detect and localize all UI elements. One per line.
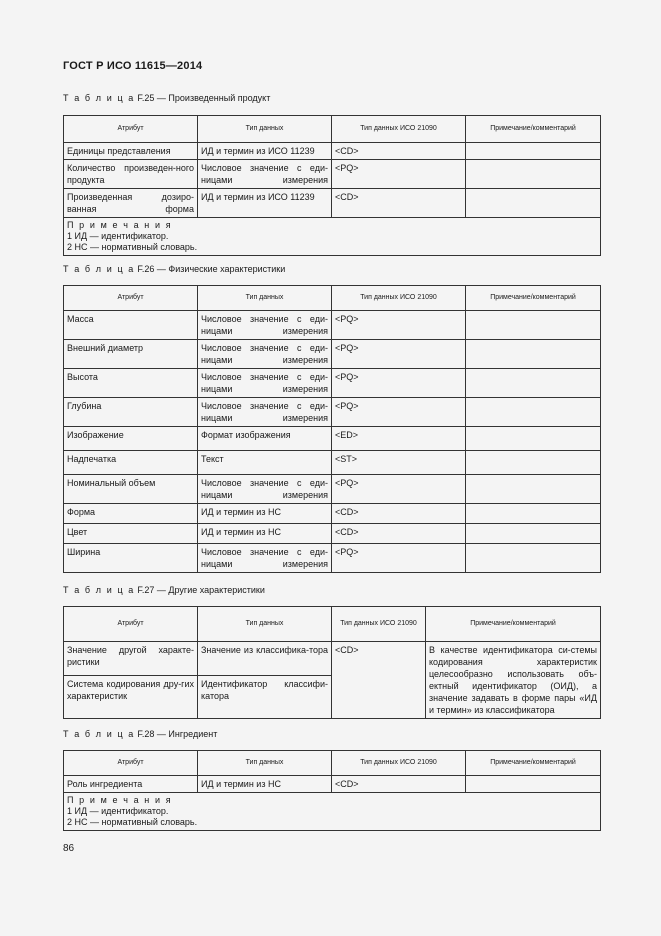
- table-row: [64, 544, 601, 573]
- column-header: Тип данных ИСО 21090: [332, 751, 466, 776]
- cell-iso-type: <CD>: [332, 143, 466, 160]
- cell-data-type: Идентификатор классифи-катора: [198, 676, 332, 719]
- table-notes: [64, 793, 601, 831]
- table-f26-caption: [63, 264, 285, 274]
- table-notes-row: [64, 793, 601, 831]
- table-row: [64, 524, 601, 544]
- cell-attribute: Номинальный объем: [64, 475, 198, 504]
- table-title: F.26 — Физические характеристики: [137, 264, 286, 274]
- cell-attribute: Глубина: [64, 398, 198, 427]
- cell-iso-type: <CD>: [332, 524, 466, 544]
- column-header: Атрибут: [64, 607, 198, 642]
- page-number: 86: [63, 843, 75, 854]
- cell-note: [466, 189, 601, 218]
- cell-attribute: Внешний диаметр: [64, 340, 198, 369]
- notes-heading: П р и м е ч а н и я: [67, 220, 173, 230]
- document-title: ГОСТ Р ИСО 11615—2014: [63, 60, 203, 72]
- table-label: Т а б л и ц а: [63, 264, 135, 274]
- table-f28: [63, 750, 601, 831]
- table-label: Т а б л и ц а: [63, 729, 135, 739]
- table-f27: [63, 606, 601, 719]
- cell-data-type: ИД и термин из ИСО 11239: [198, 189, 332, 218]
- column-header: Тип данных ИСО 21090: [332, 116, 466, 143]
- cell-note-merged: В качестве идентификатора си-стемы кодирования характеристик целесообразно использовать объ-ектный идентификатор (ОИД), а значение задавать в форме пары «ИД и термин» из классификатора: [426, 642, 601, 719]
- column-header: Примечание/комментарий: [426, 607, 601, 642]
- column-header: Тип данных: [198, 286, 332, 311]
- cell-iso-type: <CD>: [332, 642, 426, 719]
- cell-iso-type: <CD>: [332, 776, 466, 793]
- cell-note: [466, 504, 601, 524]
- table-row: [64, 369, 601, 398]
- table-notes-row: [64, 218, 601, 256]
- table-row: [64, 189, 601, 218]
- column-header: Атрибут: [64, 116, 198, 143]
- table-f25-caption: [63, 93, 270, 103]
- cell-data-type: Текст: [198, 451, 332, 475]
- cell-note: [466, 776, 601, 793]
- table-row: [64, 776, 601, 793]
- table-row: [64, 451, 601, 475]
- column-header: Тип данных: [198, 116, 332, 143]
- table-notes: [64, 218, 601, 256]
- cell-data-type: Числовое значение с еди-ницами измерения: [198, 369, 332, 398]
- column-header: Примечание/комментарий: [466, 286, 601, 311]
- cell-data-type: ИД и термин из НС: [198, 524, 332, 544]
- cell-attribute: Количество произведен-ного продукта: [64, 160, 198, 189]
- cell-data-type: Числовое значение с еди-ницами измерения: [198, 311, 332, 340]
- cell-note: [466, 143, 601, 160]
- cell-data-type: ИД и термин из НС: [198, 504, 332, 524]
- table-title: F.25 — Произведенный продукт: [137, 93, 271, 103]
- cell-iso-type: <PQ>: [332, 475, 466, 504]
- cell-data-type: ИД и термин из НС: [198, 776, 332, 793]
- note-line: 1 ИД — идентификатор.: [67, 806, 169, 816]
- cell-note: [466, 340, 601, 369]
- cell-iso-type: <CD>: [332, 504, 466, 524]
- cell-iso-type: <PQ>: [332, 160, 466, 189]
- table-row: [64, 427, 601, 451]
- cell-iso-type: <PQ>: [332, 369, 466, 398]
- cell-attribute: Форма: [64, 504, 198, 524]
- cell-note: [466, 544, 601, 573]
- cell-data-type: Формат изображения: [198, 427, 332, 451]
- cell-note: [466, 160, 601, 189]
- table-row: [64, 311, 601, 340]
- table-f25: [63, 115, 601, 256]
- table-row: [64, 340, 601, 369]
- cell-data-type: ИД и термин из ИСО 11239: [198, 143, 332, 160]
- cell-attribute: Масса: [64, 311, 198, 340]
- cell-attribute: Роль ингредиента: [64, 776, 198, 793]
- cell-attribute: Изображение: [64, 427, 198, 451]
- cell-attribute: Цвет: [64, 524, 198, 544]
- cell-attribute: Единицы представления: [64, 143, 198, 160]
- notes-heading: П р и м е ч а н и я: [67, 795, 173, 805]
- table-label: Т а б л и ц а: [63, 585, 135, 595]
- cell-data-type: Числовое значение с еди-ницами измерения: [198, 544, 332, 573]
- table-title: F.27 — Другие характеристики: [137, 585, 265, 595]
- cell-attribute: Ширина: [64, 544, 198, 573]
- table-f28-caption: [63, 729, 217, 739]
- cell-iso-type: <PQ>: [332, 340, 466, 369]
- cell-iso-type: <PQ>: [332, 398, 466, 427]
- column-header: Тип данных ИСО 21090: [332, 607, 426, 642]
- column-header: Примечание/комментарий: [466, 751, 601, 776]
- column-header: Тип данных: [198, 751, 332, 776]
- table-f27-caption: [63, 585, 265, 595]
- column-header: Примечание/комментарий: [466, 116, 601, 143]
- cell-note: [466, 398, 601, 427]
- table-row: [64, 642, 601, 676]
- cell-attribute: Значение другой характе-ристики: [64, 642, 198, 676]
- cell-attribute: Надпечатка: [64, 451, 198, 475]
- table-row: [64, 504, 601, 524]
- cell-iso-type: <CD>: [332, 189, 466, 218]
- cell-note: [466, 369, 601, 398]
- cell-data-type: Числовое значение с еди-ницами измерения: [198, 160, 332, 189]
- table-f26: [63, 285, 601, 573]
- cell-attribute: Система кодирования дру-гих характеристик: [64, 676, 198, 719]
- table-label: Т а б л и ц а: [63, 93, 135, 103]
- table-title: F.28 — Ингредиент: [137, 729, 218, 739]
- table-row: [64, 143, 601, 160]
- note-line: 1 ИД — идентификатор.: [67, 231, 169, 241]
- cell-iso-type: <PQ>: [332, 544, 466, 573]
- cell-iso-type: <PQ>: [332, 311, 466, 340]
- cell-iso-type: <ED>: [332, 427, 466, 451]
- cell-note: [466, 475, 601, 504]
- column-header: Тип данных: [198, 607, 332, 642]
- cell-data-type: Числовое значение с еди-ницами измерения: [198, 398, 332, 427]
- cell-iso-type: <ST>: [332, 451, 466, 475]
- cell-note: [466, 427, 601, 451]
- cell-data-type: Числовое значение с еди-ницами измерения: [198, 475, 332, 504]
- table-row: [64, 398, 601, 427]
- cell-data-type: Числовое значение с еди-ницами измерения: [198, 340, 332, 369]
- cell-note: [466, 311, 601, 340]
- cell-note: [466, 451, 601, 475]
- cell-data-type: Значение из классифика-тора: [198, 642, 332, 676]
- table-row: [64, 160, 601, 189]
- cell-attribute: Высота: [64, 369, 198, 398]
- column-header: Атрибут: [64, 286, 198, 311]
- column-header: Тип данных ИСО 21090: [332, 286, 466, 311]
- table-row: [64, 475, 601, 504]
- cell-attribute: Произведенная дозиро-ванная форма: [64, 189, 198, 218]
- column-header: Атрибут: [64, 751, 198, 776]
- note-line: 2 НС — нормативный словарь.: [67, 817, 198, 827]
- cell-note: [466, 524, 601, 544]
- note-line: 2 НС — нормативный словарь.: [67, 242, 198, 252]
